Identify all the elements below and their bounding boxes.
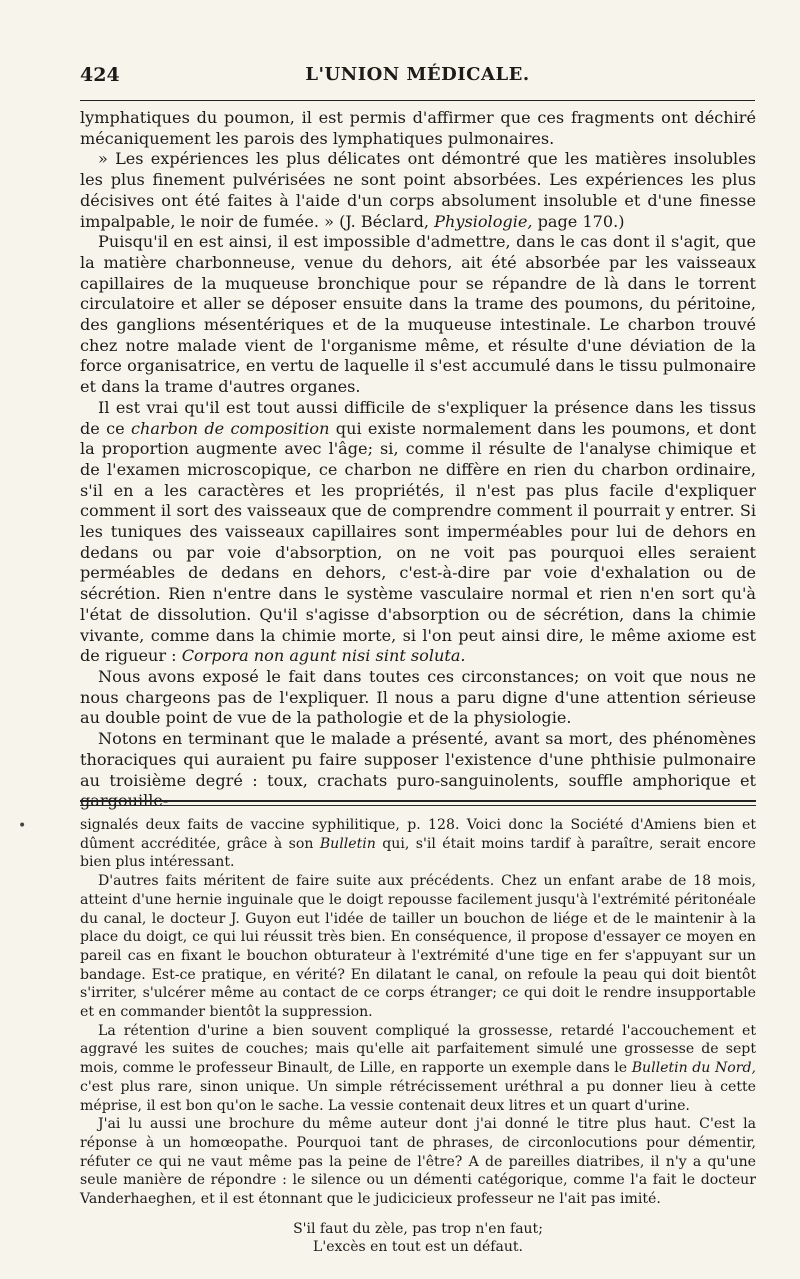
paragraph [80,108,756,149]
paragraph-text: Nous avons exposé le fait dans toutes ces circonstances; on voit que nous ne nous chargeons pas de l'expliquer. Il nous a paru digne d'une attention sérieuse au double point de vue de la pathologie et de la physiologie. [80,666,756,728]
latin-axiom: Corpora non agunt nisi sint soluta. [181,646,466,666]
running-title: L'UNION MÉDICALE. [305,64,530,85]
note-paragraph [80,816,756,872]
italic-title: Bulletin du Nord, [631,1060,757,1077]
paragraph [80,232,756,398]
paragraph [80,398,756,667]
feuilleton-text [80,816,756,1209]
note-text: qui, s'il était moins tardif à paraître, serait encore bien plus intéressant. [80,835,756,871]
verse-line: L'excès en tout est un défaut. [313,1239,523,1255]
paragraph [80,667,756,729]
paragraph-text: Notons en terminant que le malade a présenté, avant sa mort, des phénomènes thoraciques qui auraient pu faire supposer l'existence d'une phthisie pulmonaire au troisième degré : toux, crachats puro-sanguinolents, souffle amphorique et gargouille- [80,729,756,811]
note-text: c'est plus rare, sinon unique. Un simple rétrécissement uréthral a pu donner lieu à cette méprise, il est bon qu'on le sache. La vessie contenait deux litres et un quart d'urine. [80,1078,756,1114]
paragraph [80,149,756,232]
paragraph-text: qui existe normalement dans les poumons, et dont la proportion augmente avec l'âge; si, comme il résulte de l'analyse chimique et de l'examen microscopique, ce charbon ne diffère en rien du charbon ordinaire, s'il en a les caractères et les propriétés, il n'est pas plus facile d'expliquer comment il sort des vaisseaux que de comprendre comment il pourrait y entrer. Si les tuniques des vaisseaux capillaires sont imperméables pour lui de dehors en dedans ou par voie d'absorption, on ne voit pas pourquoi elles seraient perméables de dedans en dehors, c'est-à-dire par voie d'exhalation ou de sécrétion. Rien n'entre dans le système vasculaire normal et rien n'en sort qu'à l'état de dissolution. Qu'il s'agisse d'absorption ou de sécrétion, dans la chimie vivante, comme dans la chimie morte, si l'on peut ainsi dire, le même axiome est de rigueur : [80,418,756,666]
paragraph-text: page 170.) [532,211,625,231]
margin-mark: • [18,818,27,834]
note-paragraph [80,1022,756,1116]
italic-citation: Physiologie, [434,211,533,231]
italic-term: charbon de composition [130,418,330,438]
page-number: 424 [80,64,120,86]
note-text: La rétention d'urine a bien souvent compliqué la grossesse, retardé l'accouchement et aggravé les suites de couches; mais qu'elle ait parfaitement simulé une grossesse de sept mois, comme le professeur Binault, de Lille, en rapporte un exemple dans le [80,1022,756,1077]
italic-title: Bulletin [319,835,376,852]
note-text: J'ai lu aussi une brochure du même auteur dont j'ai donné le titre plus haut. C'est la réponse à un homœopathe. Pourquoi tant de phrases, de circonlocutions pour démentir, réfuter ce qui ne vaut même pas la peine de l'être? A de pareilles diatribes, il n'y a qu'une seule manière de répondre : le silence ou un démenti catégorique, comme l'a fait le docteur Vanderhaeghen, et il est étonnant que le judicicieux professeur ne l'ait pas imité. [80,1116,756,1208]
closing-verse [80,1220,756,1256]
paragraph-text: » Les expériences les plus délicates ont démontré que les matières insolubles les plus finement pulvérisées ne sont point absorbées. Les expériences les plus décisives ont été faites à l'aide d'un corps absolument insoluble et d'une finesse impalpable, le noir de fumée. » (J. Béclard, [80,149,756,231]
page-header [80,64,755,92]
note-paragraph [80,1115,756,1209]
verse-line: S'il faut du zèle, pas trop n'en faut; [293,1221,543,1237]
paragraph-text: Puisqu'il en est ainsi, il est impossible d'admettre, dans le cas dont il s'agit, que la matière charbonneuse, venue du dehors, ait été absorbée par les vaisseaux capillaires de la muqueuse bronchique pour se répandre de là dans le torrent circulatoire et aller se déposer ensuite dans la trame des poumons, du péritoine, des ganglions mésentériques et de la muqueuse intestinale. Le charbon trouvé chez notre malade vient de l'organisme même, et résulte d'une déviation de la force organisatrice, en vertu de laquelle il s'est accumulé dans le tissu pulmonaire et dans la trame d'autres organes. [80,232,756,397]
section-divider [80,800,756,806]
note-paragraph [80,872,756,1022]
note-text: signalés deux faits de vaccine syphilitique, p. 128. Voici donc la Société d'Amiens bien et dûment accréditée, grâce à son [80,817,756,852]
paragraph-text: lymphatiques du poumon, il est permis d'affirmer que ces fragments ont déchiré mécaniquement les parois des lymphatiques pulmonaires. [80,108,756,148]
paragraph-text: Il est vrai qu'il est tout aussi difficile de s'expliquer la présence dans les tissus de ce [80,397,756,438]
header-rule [80,100,755,101]
note-text: D'autres faits méritent de faire suite aux précédents. Chez un enfant arabe de 18 mois, atteint d'une hernie inguinale que le doigt repousse facilement jusqu'à l'extrémité péritonéale du canal, le docteur J. Guyon eut l'idée de tailler un bouchon de liége et de le maintenir à la place du doigt, ce qui lui réussit très bien. En conséquence, il propose d'essayer ce moyen en pareil cas en fixant le bouchon obturateur à l'extrémité d'une tige en fer s'appuyant sur un bandage. Est-ce pratique, en vérité? En dilatant le canal, on refoule la peau qui doit bientôt s'irriter, s'ulcérer même au contact de ce corps étranger; ce qui doit le rendre insupportable et en commander bientôt la suppression. [80,873,756,1021]
main-text [80,108,756,812]
